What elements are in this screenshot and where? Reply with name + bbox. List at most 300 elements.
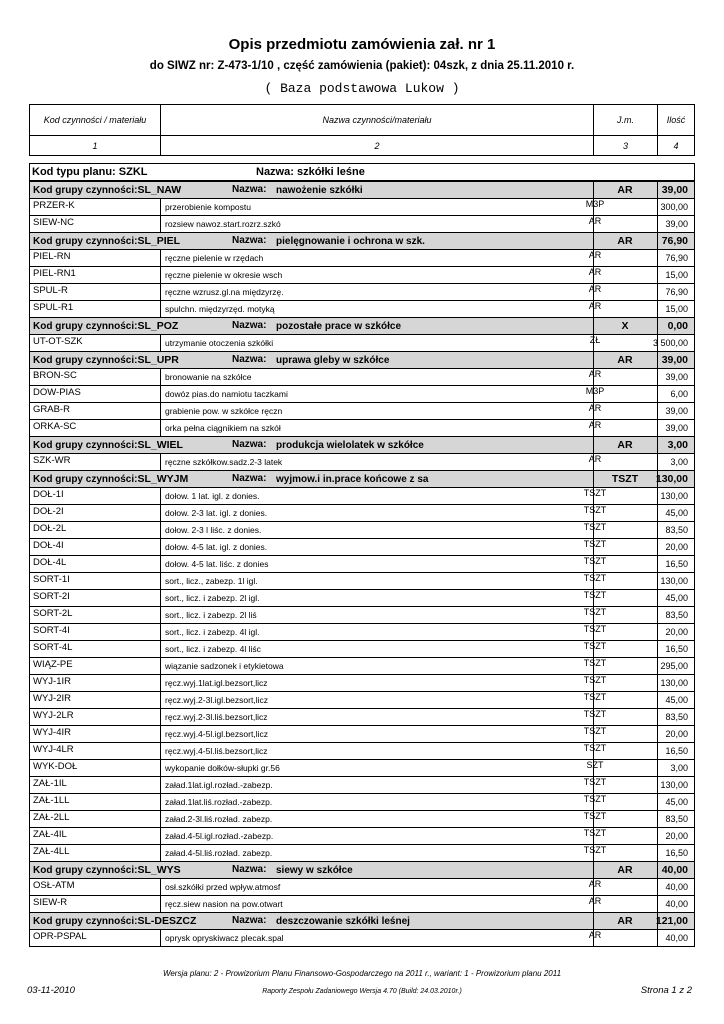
activity-unit: TSZT [583,539,607,549]
activity-unit: TSZT [583,590,607,600]
table-body [29,163,695,947]
table-row [29,777,695,794]
column-divider [657,862,658,878]
activity-quantity: 45,00 [665,695,688,705]
activity-code: DOŁ-4I [33,540,64,551]
column-divider [160,454,161,470]
group-name: siewy w szkółce [276,865,353,876]
group-unit: AR [617,354,633,366]
document-title: Opis przedmiotu zamówienia zał. nr 1 [228,36,496,53]
column-divider [657,879,658,895]
activity-quantity: 130,00 [660,678,688,688]
activity-unit: TSZT [583,522,607,532]
activity-quantity: 40,00 [665,933,688,943]
table-row [29,301,695,318]
activity-name: ręcz.wyj.2-3l.igl.bezsort,licz [165,695,268,705]
activity-unit: AR [588,216,602,226]
activity-quantity: 20,00 [665,542,688,552]
activity-unit: AR [588,369,602,379]
group-code-label-text: Kod grupy czynności: [33,236,138,247]
activity-code: PRZER-K [33,200,75,211]
activity-quantity: 6,00 [670,389,688,399]
column-number-2: 2 [160,136,593,155]
activity-unit: TSZT [583,658,607,668]
activity-name: załad.4-5l.igl.rozład.-zabezp. [165,831,274,841]
activity-name: dołow. 4-5 lat. igl. z donies. [165,542,268,552]
footer-page-number: Strona 1 z 2 [640,985,692,996]
group-code: SL-DESZCZ [137,915,197,927]
activity-name: ręcz.wyj.4-5l.liś.bezsort,licz [165,746,268,756]
column-divider [160,250,161,266]
activity-code: ZAŁ-1LL [33,795,70,806]
group-code: SL_PIEL [137,235,181,247]
column-divider [657,675,658,691]
activity-quantity: 83,50 [665,525,688,535]
column-divider [657,352,658,368]
footer-version: Wersja planu: 2 - Prowizorium Planu Finansowo-Gospodarczego na 2011 r., wariant: 1 - Prowizorium planu 2011 [162,969,562,978]
activity-name: sort., licz. i zabezp. 2l igl. [165,593,260,603]
column-divider [657,709,658,725]
column-divider [657,420,658,436]
column-divider [160,692,161,708]
activity-unit: TSZT [583,573,607,583]
activity-code: BRON-SC [33,370,77,381]
column-divider [657,624,658,640]
activity-name: załad.1lat.liś.rozład.-zabezp. [165,797,273,807]
activity-code: DOŁ-1I [33,489,64,500]
column-header-jm: J.m. [593,105,657,135]
table-row [29,896,695,913]
activity-code: ZAŁ-1IL [33,778,67,789]
activity-name: dołow. 4-5 lat. liśc. z donies [165,559,269,569]
group-code-label-text: Kod grupy czynności: [33,474,138,485]
activity-name: spulchn. międzyrzęd. motyką [165,304,275,314]
group-code-label-text: Kod grupy czynności: [33,321,138,332]
activity-unit: AR [588,267,602,277]
group-row [29,318,695,335]
plan-type-code: SZKL [118,166,148,178]
activity-unit: ZŁ [589,335,601,345]
activity-unit: TSZT [583,692,607,702]
column-divider [657,488,658,504]
activity-name: dołow. 1 lat. igl. z donies. [165,491,260,501]
group-code-label [33,864,181,876]
table-row [29,726,695,743]
column-divider [657,760,658,776]
group-code: SL_WYJM [137,473,189,485]
activity-code: UT-OT-SZK [33,336,83,347]
activity-unit: TSZT [583,675,607,685]
group-quantity: 40,00 [661,864,688,876]
group-quantity: 130,00 [655,473,688,485]
column-divider [160,845,161,861]
activity-code: ORKA-SC [33,421,77,432]
column-divider [160,641,161,657]
column-divider [160,556,161,572]
column-divider [160,420,161,436]
activity-name: przerobienie kompostu [165,202,251,212]
activity-quantity: 16,50 [665,746,688,756]
column-divider [657,318,658,334]
group-unit: AR [617,915,633,927]
activity-code: OPR-PSPAL [33,931,87,942]
activity-code: SORT-2L [33,608,73,619]
column-divider [657,828,658,844]
group-name-label: Nazwa: [232,354,267,365]
column-divider [160,794,161,810]
activity-quantity: 83,50 [665,712,688,722]
activity-code: ZAŁ-2LL [33,812,70,823]
activity-quantity: 45,00 [665,797,688,807]
column-divider [160,777,161,793]
group-code-label [33,915,196,927]
activity-unit: TSZT [583,488,607,498]
table-row [29,386,695,403]
activity-unit: TSZT [583,641,607,651]
group-quantity: 76,90 [661,235,688,247]
column-divider [160,505,161,521]
column-divider [657,930,658,946]
activity-code: SPUL-R [33,285,68,296]
activity-unit: TSZT [583,845,607,855]
activity-quantity: 40,00 [665,899,688,909]
activity-code: WYJ-4IR [33,727,71,738]
activity-quantity: 295,00 [660,661,688,671]
column-divider [657,301,658,317]
activity-code: SIEW-R [33,897,68,908]
group-quantity: 39,00 [661,354,688,366]
column-divider [657,233,658,249]
activity-quantity: 76,90 [665,253,688,263]
column-divider [160,930,161,946]
table-row [29,794,695,811]
table-row [29,284,695,301]
column-number-1: 1 [92,140,98,151]
table-header [29,104,695,136]
activity-code: DOŁ-2L [33,523,67,534]
group-name: wyjmow.i in.prace końcowe z sa [276,474,429,485]
table-row [29,811,695,828]
column-divider [160,267,161,283]
activity-quantity: 39,00 [665,406,688,416]
column-divider [657,556,658,572]
activity-name: dołow. 2-3 l liśc. z donies. [165,525,262,535]
group-row [29,233,695,250]
group-code-label [33,235,180,247]
group-name: deszczowanie szkółki leśnej [276,916,410,927]
group-name: pielęgnowanie i ochrona w szk. [276,236,425,247]
activity-unit: M3P [585,386,605,396]
group-row [29,437,695,454]
group-row [29,182,695,199]
activity-quantity: 130,00 [660,576,688,586]
plan-type-label [32,166,148,178]
activity-quantity: 45,00 [665,508,688,518]
group-name-label: Nazwa: [232,915,267,926]
column-divider [657,216,658,232]
activity-code: ZAŁ-4LL [33,846,70,857]
activity-name: ręcz.siew nasion na pow.otwart [165,899,283,909]
activity-name: ręczne szkółkow.sadz.2-3 latek [165,457,283,467]
column-divider [657,811,658,827]
activity-unit: AR [588,896,602,906]
activity-quantity: 40,00 [665,882,688,892]
activity-code: SZK-WR [33,455,71,466]
column-divider [657,369,658,385]
column-divider [160,879,161,895]
activity-name: ręczne wzrusz.gl.na międzyrzę. [165,287,284,297]
plan-type-label-text: Kod typu planu: [32,166,116,178]
activity-quantity: 16,50 [665,848,688,858]
group-code-label-text: Kod grupy czynności: [33,865,138,876]
activity-name: utrzymanie otoczenia szkółki [165,338,274,348]
table-column-numbers [29,136,695,156]
activity-quantity: 3,00 [670,763,688,773]
activity-unit: AR [588,284,602,294]
column-header-code: Kod czynności / materiału [43,115,147,125]
activity-unit: TSZT [583,624,607,634]
column-divider [160,726,161,742]
column-divider [657,454,658,470]
activity-code: SPUL-R1 [33,302,74,313]
table-row [29,556,695,573]
activity-name: załad.1lat.igl.rozład.-zabezp. [165,780,273,790]
table-row [29,879,695,896]
activity-code: DOW-PIAS [33,387,81,398]
column-divider [657,267,658,283]
activity-code: WIĄZ-PE [33,659,73,670]
column-divider [160,369,161,385]
activity-code: WYJ-1IR [33,676,71,687]
column-divider [657,607,658,623]
column-divider [657,641,658,657]
activity-code: WYJ-2LR [33,710,74,721]
column-divider [657,726,658,742]
group-code: SL_UPR [137,354,179,366]
group-name: produkcja wielolatek w szkółce [276,440,424,451]
activity-name: grabienie pow. w szkółce ręczn [165,406,283,416]
activity-name: orka pełna ciągnikiem na szkół [165,423,281,433]
activity-quantity: 16,50 [665,644,688,654]
activity-name: ręcz.wyj.1lat.igl.bezsort,licz [165,678,268,688]
activity-name: załad.2-3l.liś.rozład. zabezp. [165,814,273,824]
column-divider [160,828,161,844]
activity-unit: TSZT [583,811,607,821]
activity-quantity: 76,90 [665,287,688,297]
activity-name: sort., licz. i zabezp. 4l liśc [165,644,261,654]
group-unit: AR [617,864,633,876]
column-divider [657,437,658,453]
table-row [29,607,695,624]
column-divider [160,335,161,351]
activity-quantity: 15,00 [665,270,688,280]
column-divider [160,624,161,640]
activity-quantity: 45,00 [665,593,688,603]
activity-unit: TSZT [583,794,607,804]
group-unit: X [621,320,629,332]
group-name: uprawa gleby w szkółce [276,355,390,366]
table-row [29,335,695,352]
activity-unit: TSZT [583,828,607,838]
activity-quantity: 300,00 [660,202,688,212]
group-name-label: Nazwa: [232,320,267,331]
activity-unit: AR [588,301,602,311]
column-divider [657,284,658,300]
activity-quantity: 130,00 [660,780,688,790]
table-row [29,641,695,658]
column-divider [657,777,658,793]
column-divider [160,811,161,827]
table-row [29,522,695,539]
activity-unit: AR [588,403,602,413]
group-name: pozostałe prace w szkółce [276,321,402,332]
table-row [29,930,695,947]
group-name-label: Nazwa: [232,473,267,484]
column-divider [657,403,658,419]
column-divider [657,539,658,555]
footer-date: 03-11-2010 [27,985,75,996]
column-divider [657,573,658,589]
activity-quantity: 83,50 [665,814,688,824]
activity-name: rozsiew nawoz.start.rozrz.szkó [165,219,281,229]
activity-unit: M3P [585,199,605,209]
activity-unit: AR [588,454,602,464]
group-name-label: Nazwa: [232,864,267,875]
table-row [29,267,695,284]
activity-quantity: 20,00 [665,831,688,841]
plan-type-name [256,166,365,178]
group-name-label: Nazwa: [232,439,267,450]
table-row [29,658,695,675]
column-divider [160,675,161,691]
group-code-label-text: Kod grupy czynności: [33,355,138,366]
activity-unit: AR [588,420,602,430]
group-code-label-text: Kod grupy czynności: [33,185,138,196]
activity-quantity: 16,50 [665,559,688,569]
group-code-label [33,354,179,366]
activity-unit: AR [588,250,602,260]
group-code: SL_WIEL [137,439,183,451]
table-row [29,828,695,845]
column-divider [160,573,161,589]
group-code: SL_WYS [137,864,181,876]
column-divider [657,743,658,759]
table-row [29,539,695,556]
activity-name: bronowanie na szkółce [165,372,252,382]
activity-unit: TSZT [583,777,607,787]
table-row [29,454,695,471]
group-code-label-text: Kod grupy czynności: [33,440,138,451]
activity-name: ręczne pielenie w rzędach [165,253,264,263]
activity-quantity: 39,00 [665,372,688,382]
activity-code: SORT-1I [33,574,70,585]
document-subtitle: do SIWZ nr: Z-473-1/10 , część zamówienia (pakiet): 04szk, z dnia 25.11.2010 r. [149,60,575,72]
group-quantity: 39,00 [661,184,688,196]
group-unit: TSZT [611,473,639,485]
group-code-label-text: Kod grupy czynności: [33,916,138,927]
activity-name: wiązanie sadzonek i etykietowa [165,661,284,671]
activity-quantity: 20,00 [665,627,688,637]
table-row [29,488,695,505]
activity-unit: TSZT [583,556,607,566]
column-divider [160,760,161,776]
group-code: SL_NAW [137,184,182,196]
group-unit: AR [617,235,633,247]
base-label: ( Baza podstawowa Lukow ) [264,81,460,96]
activity-unit: SZT [586,760,604,770]
table-row [29,590,695,607]
column-divider [160,301,161,317]
activity-name: ręcz.wyj.2-3l.liś.bezsort,licz [165,712,268,722]
column-divider [657,250,658,266]
table-row [29,369,695,386]
activity-code: GRAB-R [33,404,70,415]
activity-unit: TSZT [583,607,607,617]
column-divider [160,709,161,725]
activity-name: osł.szkółki przed wpływ.atmosf [165,882,281,892]
activity-unit: TSZT [583,726,607,736]
column-divider [657,386,658,402]
column-divider [657,845,658,861]
column-divider [160,607,161,623]
activity-code: SORT-4L [33,642,73,653]
group-name-label: Nazwa: [232,184,267,195]
table-row [29,199,695,216]
table-row [29,845,695,862]
plan-type-name-label: Nazwa: [256,166,294,178]
table-row [29,403,695,420]
group-row [29,913,695,930]
activity-name: dołow. 2-3 lat. igl. z donies. [165,508,268,518]
group-code-label [33,184,181,196]
group-code: SL_POZ [137,320,179,332]
column-divider [160,284,161,300]
column-divider [657,658,658,674]
activity-unit: TSZT [583,743,607,753]
activity-quantity: 39,00 [665,219,688,229]
activity-code: SIEW-NC [33,217,74,228]
plan-type-name-value: szkółki leśne [296,166,365,178]
activity-code: WYJ-2IR [33,693,71,704]
table-row [29,692,695,709]
column-divider [657,505,658,521]
column-number-4: 4 [657,136,694,155]
group-unit: AR [617,439,633,451]
column-header-name: Nazwa czynności/materiału [160,105,593,135]
table-row [29,743,695,760]
group-row [29,471,695,488]
group-unit: AR [617,184,633,196]
activity-name: sort., licz., zabezp. 1l igl. [165,576,258,586]
activity-name: sort., licz. i zabezp. 2l liś [165,610,257,620]
column-divider [657,182,658,198]
column-divider [160,539,161,555]
plan-type-row [29,163,695,182]
group-quantity: 3,00 [667,439,688,451]
activity-unit: TSZT [583,709,607,719]
activity-name: oprysk opryskiwacz plecak.spal [165,933,284,943]
activity-name: ręcz.wyj.4-5l.igl.bezsort,licz [165,729,268,739]
activity-code: OSŁ-ATM [33,880,75,891]
table-row [29,216,695,233]
column-divider [160,403,161,419]
column-divider [160,386,161,402]
activity-name: wykopanie dołków-słupki gr.56 [165,763,280,773]
activity-code: PIEL-RN1 [33,268,76,279]
column-divider [160,488,161,504]
activity-unit: AR [588,930,602,940]
group-code-label [33,320,178,332]
